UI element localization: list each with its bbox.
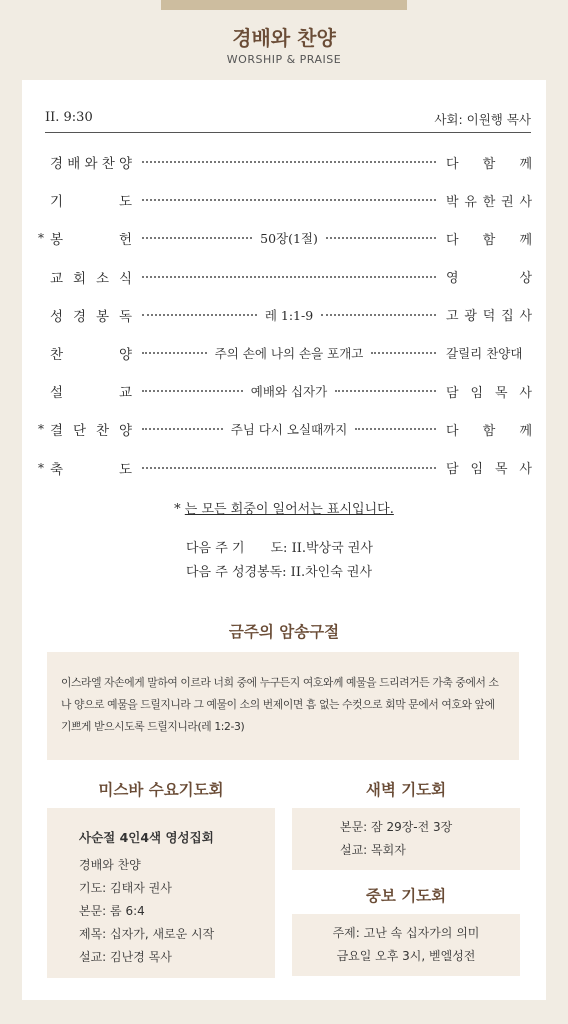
order-label: 기 도 bbox=[50, 194, 132, 211]
order-leader: 담 임 목 사 bbox=[446, 385, 532, 401]
top-accent-bar bbox=[161, 0, 407, 10]
order-leader: 다 함 께 bbox=[446, 423, 532, 439]
order-label: 성 경 봉 독 bbox=[50, 308, 132, 325]
order-label: 봉 헌 bbox=[50, 232, 132, 249]
order-leader-line bbox=[142, 229, 436, 247]
order-label: 찬 양 bbox=[50, 347, 132, 364]
memory-verse-text: 이스라엘 자손에게 말하여 이르라 너희 중에 누구든지 여호와께 예물을 드리려거든 가축 중에서 소나 양으로 예물을 드릴지니라 그 예물이 소의 번제이면 흠 없는 수컷으로 회막 문에서 여호와 앞에 기쁘게 받으시도록 드릴지니라(레 1:2-3) bbox=[61, 676, 499, 733]
order-leader: 다 함 께 bbox=[446, 156, 532, 172]
service-presider: 사회: 이원행 목사 bbox=[434, 112, 531, 127]
intercession-line: 주제: 고난 속 십자가의 의미 bbox=[332, 926, 480, 940]
page-subtitle: WORSHIP & PRAISE bbox=[226, 53, 342, 66]
standing-marker: * bbox=[38, 422, 44, 437]
intercession-prayer-title: 중보 기도회 bbox=[365, 887, 447, 905]
order-row bbox=[38, 219, 532, 257]
standing-note-star: * bbox=[174, 502, 181, 517]
order-leader: 박 유 한 권 사 bbox=[446, 194, 532, 210]
order-leader-line bbox=[142, 467, 436, 469]
order-row bbox=[38, 449, 532, 487]
service-header bbox=[45, 108, 531, 133]
order-leader: 갈릴리 찬양대 bbox=[446, 346, 523, 362]
wednesday-line: 경배와 찬양 bbox=[79, 858, 141, 872]
wednesday-prayer-title: 미스바 수요기도회 bbox=[98, 781, 224, 799]
order-row bbox=[38, 410, 532, 448]
order-row bbox=[38, 181, 532, 219]
order-detail: 주님 다시 오실때까지 bbox=[230, 422, 348, 438]
standing-note-text: 는 모든 회중이 일어서는 표시입니다. bbox=[184, 502, 394, 517]
wednesday-prayer-heading: 사순절 4인4색 영성집회 bbox=[79, 830, 214, 845]
order-leader-line bbox=[142, 276, 436, 278]
wednesday-line: 제목: 십자가, 새로운 시작 bbox=[79, 927, 215, 941]
order-label: 경 배 와 찬 양 bbox=[50, 156, 132, 173]
order-leader-line bbox=[142, 382, 436, 400]
memory-verse-title: 금주의 암송구절 bbox=[228, 623, 340, 641]
dawn-prayer-box bbox=[292, 808, 520, 870]
next-week-reading: 다음 주 성경봉독: II.차인숙 권사 bbox=[186, 565, 373, 580]
order-label: 축 도 bbox=[50, 461, 132, 478]
dawn-prayer-title: 새벽 기도회 bbox=[365, 781, 447, 799]
wednesday-prayer-box bbox=[47, 808, 275, 978]
standing-note bbox=[0, 498, 568, 517]
order-leader: 다 함 께 bbox=[446, 232, 532, 248]
order-leader: 고 광 덕 집 사 bbox=[446, 309, 532, 325]
intercession-prayer-details bbox=[292, 922, 520, 968]
order-leader-line bbox=[142, 161, 436, 163]
wednesday-line: 본문: 롬 6:4 bbox=[79, 904, 145, 918]
order-leader: 담 임 목 사 bbox=[446, 462, 532, 478]
wednesday-line: 설교: 김난경 목사 bbox=[79, 950, 172, 964]
wednesday-line: 기도: 김태자 권사 bbox=[79, 881, 172, 895]
order-leader-line bbox=[142, 306, 436, 324]
order-detail: 50장(1절) bbox=[260, 231, 318, 247]
standing-marker: * bbox=[38, 231, 44, 246]
order-leader-line bbox=[142, 344, 436, 362]
order-label: 설 교 bbox=[50, 385, 132, 402]
order-row bbox=[38, 334, 532, 372]
order-detail: 레 1:1-9 bbox=[264, 307, 314, 323]
standing-marker: * bbox=[38, 460, 44, 475]
order-row bbox=[38, 296, 532, 334]
order-leader-line bbox=[142, 420, 436, 438]
next-week-prayer: 다음 주 기 도: II.박상국 권사 bbox=[186, 541, 373, 556]
order-of-service bbox=[38, 143, 532, 487]
wednesday-prayer-details bbox=[79, 854, 214, 969]
dawn-line: 설교: 목회자 bbox=[340, 843, 406, 857]
order-detail: 예배와 십자가 bbox=[250, 384, 328, 400]
dawn-prayer-details bbox=[340, 816, 452, 862]
order-row bbox=[38, 372, 532, 410]
order-label: 결 단 찬 양 bbox=[50, 423, 132, 440]
order-row bbox=[38, 258, 532, 296]
memory-verse-box bbox=[47, 652, 519, 760]
order-detail: 주의 손에 나의 손을 포개고 bbox=[214, 346, 364, 362]
order-row bbox=[38, 143, 532, 181]
intercession-prayer-box bbox=[292, 914, 520, 976]
page-title: 경배와 찬양 bbox=[232, 26, 336, 50]
service-time: II. 9:30 bbox=[45, 110, 93, 125]
dawn-line: 본문: 잠 29장-전 3장 bbox=[340, 820, 453, 834]
intercession-line: 금요일 오후 3시, 벧엘성전 bbox=[336, 949, 476, 963]
order-label: 교 회 소 식 bbox=[50, 270, 132, 287]
order-leader-line bbox=[142, 199, 436, 201]
order-leader: 영 상 bbox=[446, 271, 532, 287]
